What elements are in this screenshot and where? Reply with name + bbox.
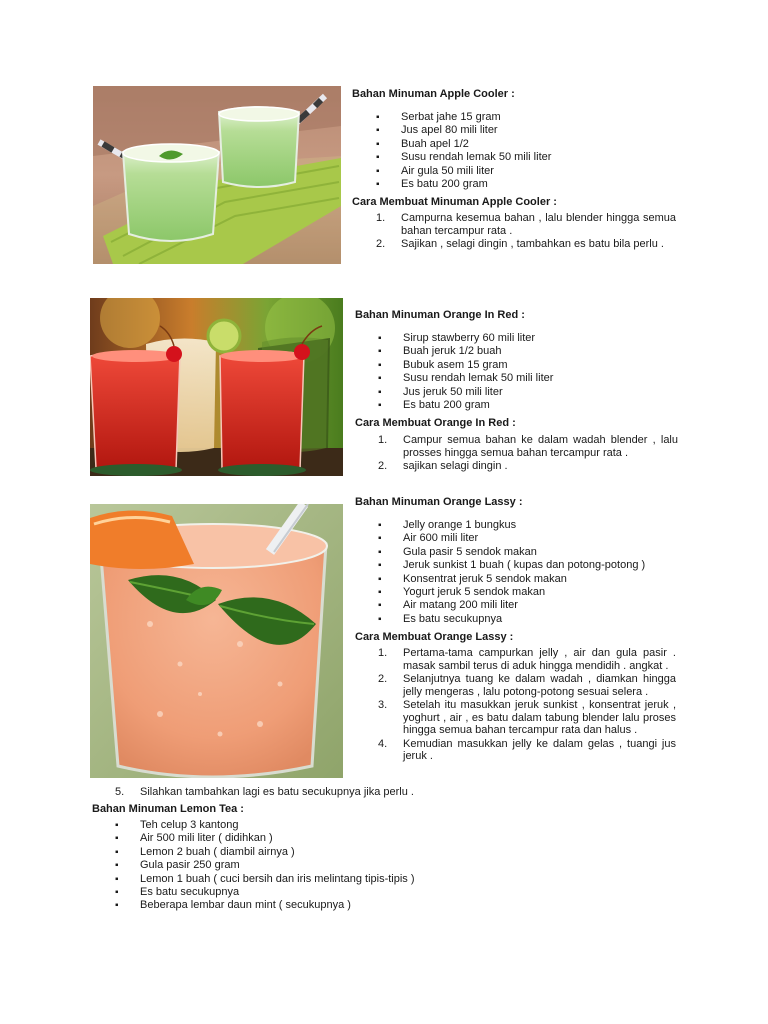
step-number: 2. <box>378 460 388 472</box>
step-number: 1. <box>378 434 388 446</box>
lemon-tea-ingredients-list <box>115 819 415 913</box>
step-number: 1. <box>376 212 386 224</box>
list-item: ▪ Air 600 mili liter <box>378 532 645 545</box>
list-item: ▪ Yogurt jeruk 5 sendok makan <box>378 586 645 599</box>
step-number: 2. <box>376 238 386 250</box>
step-text: Kemudian masukkan jelly ke dalam gelas , tuangi jus jeruk . <box>403 737 676 762</box>
apple-cooler-steps <box>376 212 676 252</box>
list-item <box>376 212 676 237</box>
list-item: ▪ Teh celup 3 kantong <box>115 819 415 832</box>
orange-lassy-photo <box>90 504 343 778</box>
orange-in-red-method-heading: Cara Membuat Orange In Red : <box>355 417 516 429</box>
apple-cooler-ingredients-heading: Bahan Minuman Apple Cooler : <box>352 88 515 100</box>
step-text: Setelah itu masukkan jeruk sunkist , konsentrat jeruk , yoghurt , air , es batu dalam tabung blender lalu proses hingga semua bahan tercampur rata dan halus . <box>403 699 676 736</box>
list-item <box>378 460 678 473</box>
list-item <box>378 434 678 459</box>
list-item: ▪ Gula pasir 250 gram <box>115 859 415 872</box>
list-item: ▪ Buah apel 1/2 <box>376 138 551 151</box>
orange-in-red-ingredients-list <box>378 332 553 412</box>
step-text: sajikan selagi dingin . <box>403 460 508 472</box>
step-number: 5. <box>115 786 125 798</box>
orange-lassy-step5 <box>115 786 675 800</box>
list-item <box>378 647 676 672</box>
list-item: ▪ Jus jeruk 50 mili liter <box>378 386 553 399</box>
list-item: ▪ Buah jeruk 1/2 buah <box>378 345 553 358</box>
step-number: 4. <box>378 737 388 750</box>
list-item <box>378 673 676 698</box>
apple-cooler-ingredients-list <box>376 111 551 191</box>
orange-lassy-ingredients-list <box>378 519 645 626</box>
list-item: ▪ Susu rendah lemak 50 mili liter <box>376 151 551 164</box>
orange-lassy-method-heading: Cara Membuat Orange Lassy : <box>355 631 514 643</box>
step-text: Selanjutnya tuang ke dalam wadah , diamkan hingga jelly mengeras , lalu potong-potong sesuai selera . <box>403 673 676 698</box>
orange-lassy-ingredients-heading: Bahan Minuman Orange Lassy : <box>355 496 523 508</box>
list-item: ▪ Susu rendah lemak 50 mili liter <box>378 372 553 385</box>
list-item: ▪ Es batu secukupnya <box>115 886 415 899</box>
orange-in-red-photo <box>90 298 343 476</box>
list-item: ▪ Gula pasir 5 sendok makan <box>378 546 645 559</box>
list-item: ▪ Es batu 200 gram <box>378 399 553 412</box>
orange-lassy-steps <box>378 647 676 764</box>
step-number: 1. <box>378 647 388 659</box>
list-item: ▪ Sirup stawberry 60 mili liter <box>378 332 553 345</box>
list-item: ▪ Konsentrat jeruk 5 sendok makan <box>378 573 645 586</box>
orange-in-red-steps <box>378 434 678 474</box>
orange-in-red-ingredients-heading: Bahan Minuman Orange In Red : <box>355 309 525 321</box>
list-item: ▪ Jeruk sunkist 1 buah ( kupas dan potong-potong ) <box>378 559 645 572</box>
list-item <box>378 738 676 763</box>
list-item: ▪ Lemon 2 buah ( diambil airnya ) <box>115 846 415 859</box>
list-item <box>376 238 676 251</box>
list-item <box>378 699 676 737</box>
lemon-tea-ingredients-heading: Bahan Minuman Lemon Tea : <box>92 803 244 815</box>
step-number: 2. <box>378 673 388 685</box>
step-text: Campur semua bahan ke dalam wadah blender , lalu prosses hingga semua bahan tercampur rata . <box>403 434 678 459</box>
list-item: ▪ Serbat jahe 15 gram <box>376 111 551 124</box>
list-item: ▪ Jelly orange 1 bungkus <box>378 519 645 532</box>
step-text: Pertama-tama campurkan jelly , air dan gula pasir . masak sambil terus di aduk hingga mendidih . angkat . <box>403 647 676 672</box>
list-item: ▪ Air matang 200 mili liter <box>378 599 645 612</box>
list-item: ▪ Bubuk asem 15 gram <box>378 359 553 372</box>
list-item: ▪ Beberapa lembar daun mint ( secukupnya ) <box>115 899 415 912</box>
list-item: ▪ Air gula 50 mili liter <box>376 165 551 178</box>
apple-cooler-photo <box>93 86 341 264</box>
list-item: ▪ Air 500 mili liter ( didihkan ) <box>115 832 415 845</box>
list-item: ▪ Lemon 1 buah ( cuci bersih dan iris melintang tipis-tipis ) <box>115 873 415 886</box>
list-item: ▪ Es batu secukupnya <box>378 613 645 626</box>
step-text: Sajikan , selagi dingin , tambahkan es batu bila perlu . <box>401 238 664 250</box>
apple-cooler-method-heading: Cara Membuat Minuman Apple Cooler : <box>352 196 557 208</box>
list-item: ▪ Jus apel 80 mili liter <box>376 124 551 137</box>
step-number: 3. <box>378 699 388 711</box>
list-item <box>115 786 675 799</box>
step-text: Campurna kesemua bahan , lalu blender hingga semua bahan tercampur rata . <box>401 212 676 237</box>
list-item: ▪ Es batu 200 gram <box>376 178 551 191</box>
step-text: Silahkan tambahkan lagi es batu secukupnya jika perlu . <box>140 786 414 798</box>
